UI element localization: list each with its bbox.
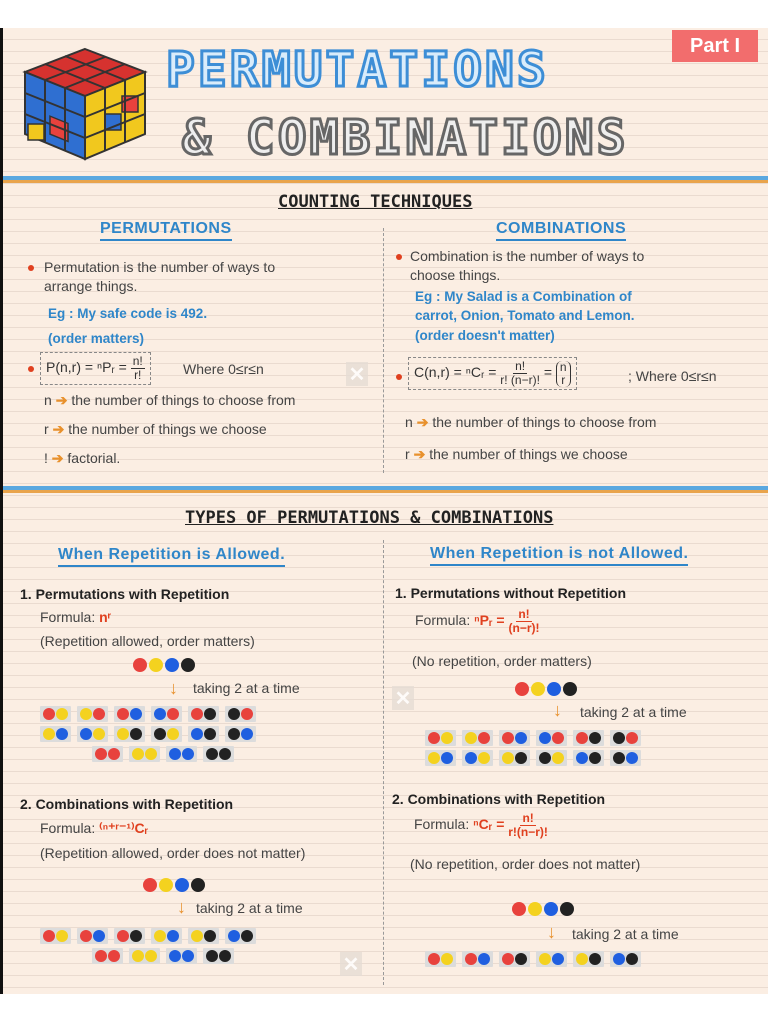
blue-ball [182,748,194,760]
black-ball [589,953,601,965]
column-divider [383,228,384,473]
yellow-ball [43,728,55,740]
blue-ball [130,708,142,720]
perm-formula: P(n,r) = ⁿPᵣ = $\frac{n!}{r!}$ [40,352,151,385]
perm-norep-title: 1. Permutations without Repetition [395,585,627,601]
red-ball [43,708,55,720]
black-ball [613,752,625,764]
black-ball [589,732,601,744]
ball-pair [188,928,219,944]
red-ball [117,930,129,942]
comb-rep-formula: Formula: ⁽ⁿ⁺ʳ⁻¹⁾Cᵣ [40,820,149,836]
perm-rep-title: 1. Permutations with Repetition [20,586,230,602]
black-ball [206,950,218,962]
comb-definition-2: choose things. [410,267,501,283]
red-ball [133,658,147,672]
red-ball [552,732,564,744]
black-ball [191,878,205,892]
red-ball [108,950,120,962]
red-ball [512,902,526,916]
black-ball [241,930,253,942]
yellow-ball [528,902,542,916]
perm-def-n: n ➔ the number of things to choose from [44,392,296,408]
blue-ball [165,658,179,672]
blue-ball [56,728,68,740]
ball-pair [77,928,108,944]
repetition-allowed-heading: When Repetition is Allowed. [58,546,285,567]
perm-rep-grid [40,706,256,762]
perm-rep-formula: Formula: nʳ [40,609,112,625]
red-ball [502,953,514,965]
watermark-icon: ✕ [340,952,362,976]
red-ball [515,682,529,696]
yellow-ball [531,682,545,696]
yellow-ball [167,728,179,740]
perm-where: Where 0≤r≤n [183,361,264,377]
blue-ball [169,950,181,962]
red-ball [80,930,92,942]
blue-ball [154,708,166,720]
comb-where: ; Where 0≤r≤n [628,368,717,384]
black-ball [613,732,625,744]
blue-ball [80,728,92,740]
blue-ball [169,748,181,760]
red-ball [428,953,440,965]
red-ball [191,708,203,720]
ball-pair [188,726,219,742]
perm-example-note: (order matters) [48,331,145,346]
bullet-icon [28,265,34,271]
ball-pair [499,730,530,746]
comb-norep-formula: Formula: ⁿCᵣ = $\frac{n!}{r!(n-r)!}$ [414,811,548,839]
comb-norep-taking: taking 2 at a time [572,926,679,942]
black-ball [560,902,574,916]
black-ball [563,682,577,696]
title-line-1: PERMUTATIONS [166,42,549,98]
black-ball [181,658,195,672]
comb-formula: C(n,r) = ⁿCᵣ = $\frac{n!}{r! (n-r)!}$ = n r [408,357,577,390]
bottom-border [0,994,768,1024]
yellow-ball [154,930,166,942]
ball-pair [462,951,493,967]
perm-rep-taking: taking 2 at a time [193,680,300,696]
yellow-ball [145,950,157,962]
blue-ball [228,930,240,942]
arrow-icon: ➔ [51,450,64,466]
comb-norep-note: (No repetition, order does not matter) [410,856,641,872]
blue-ball [191,728,203,740]
black-ball [539,752,551,764]
comb-norep-balls [512,902,576,921]
ball-pair [40,726,71,742]
perm-def-r: r ➔ the number of things we choose [44,421,267,437]
blue-ball [626,752,638,764]
yellow-ball [552,752,564,764]
perm-def-factorial: ! ➔ factorial. [44,450,121,466]
ball-pair [151,928,182,944]
ball-pair [610,750,641,766]
blue-ball [182,950,194,962]
perm-norep-balls [515,682,579,701]
ball-pair [225,706,256,722]
red-ball [117,708,129,720]
binomial: n r [556,361,571,387]
blue-ball [167,930,179,942]
types-heading: TYPES OF PERMUTATIONS & COMBINATIONS [185,508,554,528]
ball-pair [536,951,567,967]
yellow-ball [132,950,144,962]
yellow-ball [539,953,551,965]
ball-pair [92,948,123,964]
yellow-ball [117,728,129,740]
ball-pair [425,951,456,967]
blue-ball [465,752,477,764]
black-ball [626,953,638,965]
yellow-ball [132,748,144,760]
perm-definition: Permutation is the number of ways to [44,259,276,275]
perm-rep-balls [133,658,197,677]
yellow-ball [56,930,68,942]
combinations-heading: COMBINATIONS [496,220,626,241]
ball-pair [462,730,493,746]
ball-pair [40,928,71,944]
blue-ball [175,878,189,892]
yellow-ball [428,752,440,764]
red-ball [428,732,440,744]
bullet-icon [28,366,34,372]
arrow-icon: ➔ [413,446,426,462]
blue-ball [552,953,564,965]
red-ball [241,708,253,720]
down-arrow-icon: ↓ [177,897,186,917]
black-ball [219,748,231,760]
ball-pair [203,746,234,762]
ball-pair [77,706,108,722]
blue-ball [93,930,105,942]
top-border [0,0,768,28]
red-ball [43,930,55,942]
perm-norep-grid [425,730,641,766]
ball-pair [114,726,145,742]
yellow-ball [191,930,203,942]
ball-pair [114,928,145,944]
ball-pair [610,730,641,746]
blue-ball [576,752,588,764]
comb-def-n: n ➔ the number of things to choose from [405,414,657,430]
bullet-icon [396,254,402,260]
red-ball [108,748,120,760]
ball-pair [203,948,234,964]
black-ball [515,953,527,965]
part-badge: Part I [672,30,758,62]
watermark-icon: ✕ [392,686,414,710]
blue-ball [515,732,527,744]
black-ball [204,728,216,740]
comb-def-r: r ➔ the number of things we choose [405,446,628,462]
black-ball [219,950,231,962]
ball-pair [166,948,197,964]
black-ball [130,930,142,942]
arrow-icon: ➔ [416,414,429,430]
perm-rep-note: (Repetition allowed, order matters) [40,633,255,649]
black-ball [589,752,601,764]
comb-norep-title: 2. Combinations with Repetition [392,791,606,807]
red-ball [502,732,514,744]
black-ball [515,752,527,764]
perm-norep-note: (No repetition, order matters) [412,653,592,669]
ball-pair [166,746,197,762]
blue-ball [539,732,551,744]
down-arrow-icon: ↓ [553,700,562,720]
blue-ball [241,728,253,740]
ball-pair [536,750,567,766]
ball-pair [92,746,123,762]
comb-example-2: carrot, Onion, Tomato and Lemon. [415,308,635,323]
yellow-ball [478,752,490,764]
column-divider [383,540,384,985]
ball-pair [77,726,108,742]
comb-rep-title: 2. Combinations with Repetition [20,796,234,812]
yellow-ball [93,728,105,740]
blue-ball [544,902,558,916]
red-ball [93,708,105,720]
yellow-ball [576,953,588,965]
yellow-ball [80,708,92,720]
red-ball [95,950,107,962]
comb-rep-note: (Repetition allowed, order does not matter) [40,845,306,861]
black-ball [228,708,240,720]
ball-pair [188,706,219,722]
perm-norep-taking: taking 2 at a time [580,704,687,720]
red-ball [626,732,638,744]
blue-ball [547,682,561,696]
comb-rep-balls [143,878,207,897]
red-ball [167,708,179,720]
black-ball [154,728,166,740]
blue-ball [478,953,490,965]
ball-pair [425,730,456,746]
ball-pair [151,726,182,742]
yellow-ball [145,748,157,760]
ball-pair [462,750,493,766]
ball-pair [573,750,604,766]
comb-norep-grid [425,951,641,967]
counting-heading: COUNTING TECHNIQUES [278,192,473,212]
title-line-2: & COMBINATIONS [182,110,629,166]
yellow-ball [502,752,514,764]
repetition-not-allowed-heading: When Repetition is not Allowed. [430,545,688,566]
blue-ball [613,953,625,965]
ball-pair [129,746,160,762]
black-ball [206,748,218,760]
blue-ball [441,752,453,764]
black-ball [228,728,240,740]
ball-pair [536,730,567,746]
ball-pair [151,706,182,722]
down-arrow-icon: ↓ [547,922,556,942]
comb-definition: Combination is the number of ways to [410,248,645,264]
ball-pair [114,706,145,722]
ball-pair [573,951,604,967]
yellow-ball [149,658,163,672]
red-ball [465,953,477,965]
comb-example-note: (order doesn't matter) [415,328,555,343]
ball-pair [499,951,530,967]
section-divider [3,176,768,180]
black-ball [204,708,216,720]
black-ball [204,930,216,942]
bullet-icon [396,374,402,380]
yellow-ball [441,953,453,965]
permutations-heading: PERMUTATIONS [100,220,232,241]
ball-pair [573,730,604,746]
yellow-ball [159,878,173,892]
yellow-ball [56,708,68,720]
red-ball [478,732,490,744]
down-arrow-icon: ↓ [169,678,178,698]
section-divider [3,486,768,490]
arrow-icon: ➔ [55,392,68,408]
comb-rep-taking: taking 2 at a time [196,900,303,916]
yellow-ball [465,732,477,744]
ball-pair [129,948,160,964]
perm-definition-2: arrange things. [44,278,138,294]
red-ball [576,732,588,744]
red-ball [95,748,107,760]
ball-pair [40,706,71,722]
red-ball [143,878,157,892]
ball-pair [499,750,530,766]
perm-example: Eg : My safe code is 492. [48,306,208,321]
ball-pair [425,750,456,766]
rubiks-cube-icon [20,44,150,164]
ball-pair [225,928,256,944]
arrow-icon: ➔ [52,421,65,437]
watermark-icon: ✕ [346,362,368,386]
black-ball [130,728,142,740]
ball-pair [610,951,641,967]
comb-example: Eg : My Salad is a Combination of [415,289,632,304]
ball-pair [225,726,256,742]
yellow-ball [441,732,453,744]
perm-norep-formula: Formula: ⁿPᵣ = $\frac{n!}{(n-r)!}$ [415,607,540,635]
comb-rep-grid [40,928,256,964]
